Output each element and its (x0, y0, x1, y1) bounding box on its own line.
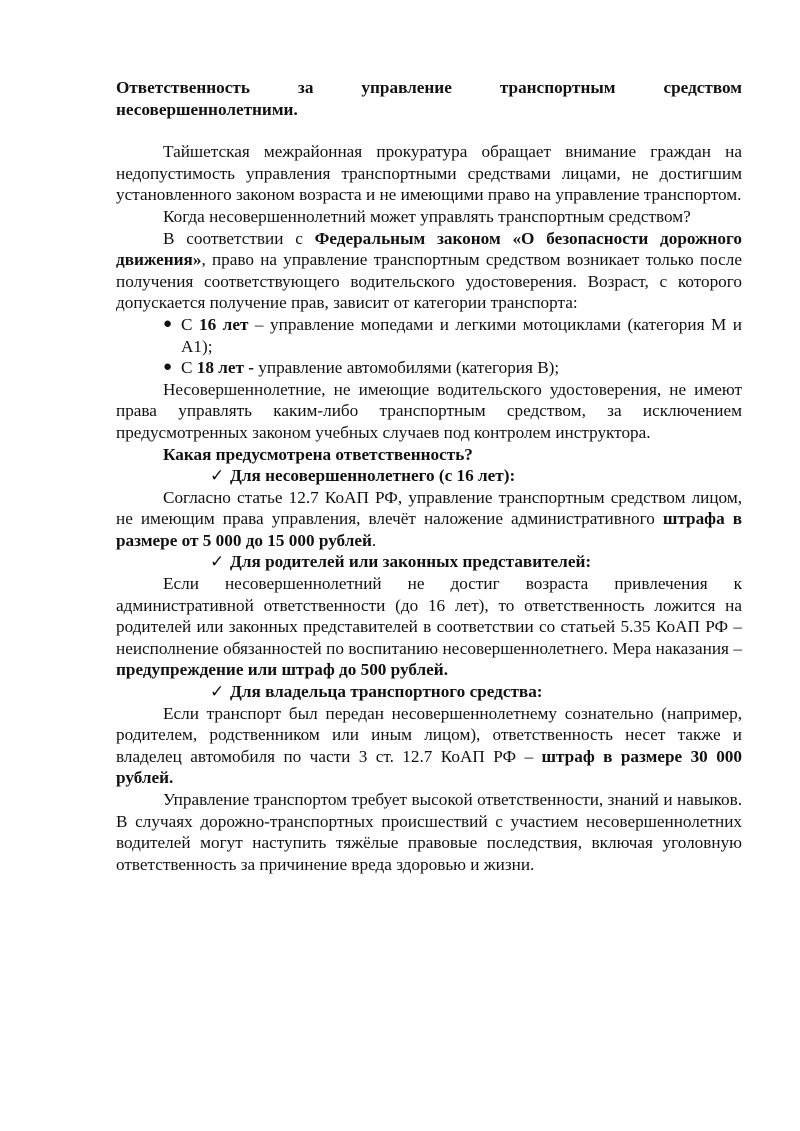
list-item (163, 314, 742, 357)
section-text-owner: Если транспорт был передан несовершеннолетнему сознательно (например, родителем, родственником или иным лицом), ответственность несет также и владелец автомобиля по части 3 ст. 12.7 КоАП РФ – штраф в размере 30 000 рублей. (116, 703, 742, 788)
bullet-dot-icon: ● (163, 315, 173, 332)
bullet-dot-icon: ● (163, 359, 173, 376)
conclusion-paragraph: Управление транспортом требует высокой ответственности, знаний и навыков. В случаях дорожно-транспортных происшествий с участием несовершеннолетних водителей могут наступить тяжёлые правовые последствия, включая уголовную ответственность за причинение вреда здоровью и жизни. (116, 790, 742, 874)
law-prefix: В соответствии с (163, 228, 315, 248)
no-license-paragraph: Несовершеннолетние, не имеющие водительского удостоверения, не имеют права управлять каким-либо транспортным средством, за исключением предусмотренных законом учебных случаев под контролем инструктора. (116, 379, 742, 442)
intro-paragraph: Тайшетская межрайонная прокуратура обращает внимание граждан на недопустимость управления транспортными средствами лицами, не достигшим установленного законом возраста и не имеющими право на управление транспортом. (116, 142, 742, 205)
document-title-continuation: несовершеннолетними. (116, 99, 298, 119)
law-suffix: , право на управление транспортным средством возникает только после получения соответствующего водительского удостоверения. Возраст, с которого допускается получение прав, зависит от категории транспорта: (116, 250, 742, 313)
section-text-parents: Если несовершеннолетний не достиг возраста привлечения к административной ответственности (до 16 лет), то ответственность ложится на родителей или законных представителей в соответствии со статьей 5.35 КоАП РФ – неисполнение обязанностей по воспитанию несовершеннолетнего. Мера наказания – предупреждение или штраф до 500 рублей. (116, 574, 742, 680)
checkmark-icon: ✓ (210, 682, 225, 702)
question-paragraph: Когда несовершеннолетний может управлять транспортным средством? (163, 206, 691, 226)
document-title: Ответственность за управление транспортным средством (116, 78, 742, 97)
checkmark-icon: ✓ (210, 466, 225, 486)
list-item-text: С 18 лет - управление автомобилями (категория В); (181, 358, 560, 378)
responsibility-heading: Какая предусмотрена ответственность? (163, 444, 473, 464)
section-text-minor: Согласно статье 12.7 КоАП РФ, управление транспортным средством лицом, не имеющим права управления, влечёт наложение административного штрафа в размере от 5 000 до 15 000 рублей. (116, 487, 742, 550)
list-item (163, 357, 742, 379)
section-heading-minor: ✓ Для несовершеннолетнего (с 16 лет): (210, 466, 516, 486)
law-paragraph (116, 228, 742, 314)
section-heading-owner: ✓ Для владельца транспортного средства: (210, 682, 543, 702)
section-heading-parents: ✓ Для родителей или законных представителей: (210, 552, 592, 572)
list-item-text: С 16 лет – управление мопедами и легкими мотоциклами (категория М и А1); (181, 314, 743, 356)
checkmark-icon: ✓ (210, 552, 225, 572)
law-name: Федеральным законом «О безопасности дорожного движения» (116, 228, 742, 270)
document-body (116, 77, 742, 875)
